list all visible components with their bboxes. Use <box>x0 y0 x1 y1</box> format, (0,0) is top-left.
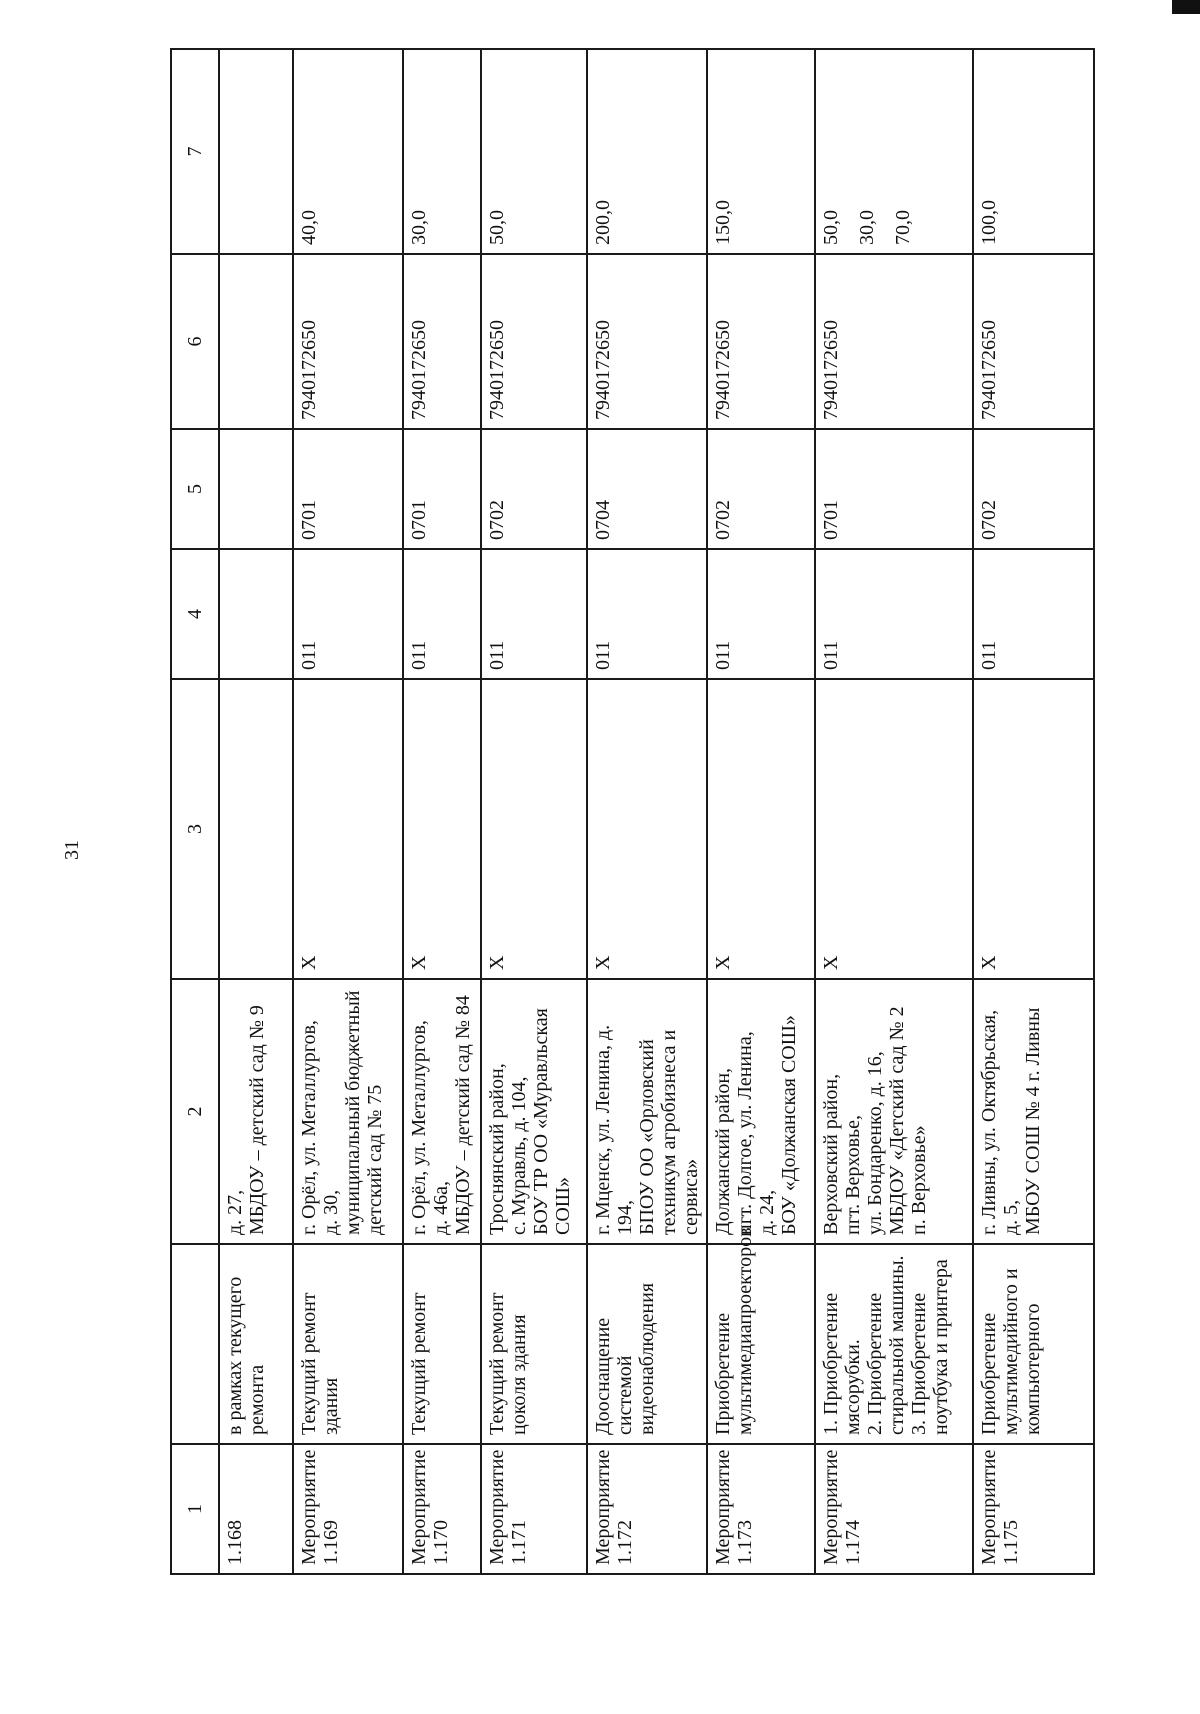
col5-value: 0702 <box>707 429 815 549</box>
amount: 30,0 <box>856 210 878 245</box>
header-row <box>171 49 219 1574</box>
col5-value: 0702 <box>973 429 1094 549</box>
col3-value: Х <box>707 679 815 979</box>
col6-value: 7940172650 <box>403 254 481 429</box>
address: Должанский район, пгт. Долгое, ул. Ленина, д. 24, БОУ «Должанская СОШ» <box>707 979 815 1244</box>
address: г. Ливны, ул. Октябрьская, д. 5, МБОУ СОШ № 4 г. Ливны <box>973 979 1094 1244</box>
col4-value: 011 <box>815 549 973 679</box>
amount: 50,0 <box>481 49 587 254</box>
col3-value: Х <box>973 679 1094 979</box>
amount: 30,0 <box>403 49 481 254</box>
address: г. Орёл, ул. Металлургов, д. 46а, МБДОУ – детский сад № 84 <box>403 979 481 1244</box>
amount: 100,0 <box>973 49 1094 254</box>
header-col-4: 4 <box>171 549 219 679</box>
address: г. Орёл, ул. Металлургов, д. 30, муниципальный бюджетный детский сад № 75 <box>293 979 403 1244</box>
col3-value <box>219 679 293 979</box>
event-name: Текущий ремонт здания <box>293 1244 403 1444</box>
event-name: 1. Приобретение мясорубки. 2. Приобретение стиральной машины. 3. Приобретение ноутбука и принтера <box>815 1244 973 1444</box>
address: Троснянский район, с. Муравль, д. 104, БОУ ТР ОО «Муравльская СОШ» <box>481 979 587 1244</box>
rotated-table-container <box>170 50 1095 1575</box>
table-row <box>219 49 293 1574</box>
header-col-3: 3 <box>171 679 219 979</box>
header-col-7: 7 <box>171 49 219 254</box>
event-name: Дооснащение системой видеонаблюдения <box>587 1244 707 1444</box>
col5-value: 0704 <box>587 429 707 549</box>
address: Верховский район, пгт. Верховье, ул. Бондаренко, д. 16, МБДОУ «Детский сад № 2 п. Верховье» <box>815 979 973 1244</box>
header-col-5: 5 <box>171 429 219 549</box>
col6-value <box>219 254 293 429</box>
header-col-1: 1 <box>171 1444 219 1574</box>
col6-value: 7940172650 <box>481 254 587 429</box>
amount: 50,0 <box>820 210 842 245</box>
col3-value: Х <box>293 679 403 979</box>
col6-value: 7940172650 <box>293 254 403 429</box>
row-number: Мероприятие 1.169 <box>293 1444 403 1574</box>
event-name: в рамках текущего ремонта <box>219 1244 293 1444</box>
col4-value: 011 <box>707 549 815 679</box>
budget-table <box>170 48 1095 1575</box>
page-number: 31 <box>61 840 83 860</box>
col3-value: Х <box>815 679 973 979</box>
table-row <box>973 49 1094 1574</box>
table-row <box>481 49 587 1574</box>
table-row <box>815 49 973 1574</box>
event-name: Приобретение мультимедиапроекторов <box>707 1244 815 1444</box>
row-number: Мероприятие 1.173 <box>707 1444 815 1574</box>
col4-value: 011 <box>293 549 403 679</box>
col5-value: 0702 <box>481 429 587 549</box>
col3-value: Х <box>481 679 587 979</box>
address: д. 27, МБДОУ – детский сад № 9 <box>219 979 293 1244</box>
header-col-2: 2 <box>171 979 219 1244</box>
col4-value <box>219 549 293 679</box>
col4-value: 011 <box>481 549 587 679</box>
row-number: Мероприятие 1.174 <box>815 1444 973 1574</box>
table-row <box>403 49 481 1574</box>
header-col-6: 6 <box>171 254 219 429</box>
header-col-1b <box>171 1244 219 1444</box>
table-row <box>293 49 403 1574</box>
col5-value: 0701 <box>293 429 403 549</box>
col4-value: 011 <box>587 549 707 679</box>
row-number: Мероприятие 1.175 <box>973 1444 1094 1574</box>
row-number: 1.168 <box>219 1444 293 1574</box>
row-number: Мероприятие 1.171 <box>481 1444 587 1574</box>
address: г. Мценск, ул. Ленина, д. 194, БПОУ ОО «Орловский техникум агробизнеса и сервиса» <box>587 979 707 1244</box>
row-number: Мероприятие 1.170 <box>403 1444 481 1574</box>
col6-value: 7940172650 <box>815 254 973 429</box>
col6-value: 7940172650 <box>707 254 815 429</box>
col3-value: Х <box>403 679 481 979</box>
amount-list <box>815 49 973 254</box>
table-row <box>707 49 815 1574</box>
amount: 150,0 <box>707 49 815 254</box>
event-name: Текущий ремонт <box>403 1244 481 1444</box>
event-name: Текущий ремонт цоколя здания <box>481 1244 587 1444</box>
amount <box>219 49 293 254</box>
amount: 70,0 <box>892 210 914 245</box>
col5-value: 0701 <box>403 429 481 549</box>
amount: 40,0 <box>293 49 403 254</box>
amount: 200,0 <box>587 49 707 254</box>
col6-value: 7940172650 <box>587 254 707 429</box>
edge-mark <box>1172 0 1200 14</box>
col4-value: 011 <box>973 549 1094 679</box>
event-name: Приобретение мультимедийного и компьютерного <box>973 1244 1094 1444</box>
col5-value <box>219 429 293 549</box>
col3-value: Х <box>587 679 707 979</box>
col6-value: 7940172650 <box>973 254 1094 429</box>
col4-value: 011 <box>403 549 481 679</box>
table-row <box>587 49 707 1574</box>
col5-value: 0701 <box>815 429 973 549</box>
row-number: Мероприятие 1.172 <box>587 1444 707 1574</box>
